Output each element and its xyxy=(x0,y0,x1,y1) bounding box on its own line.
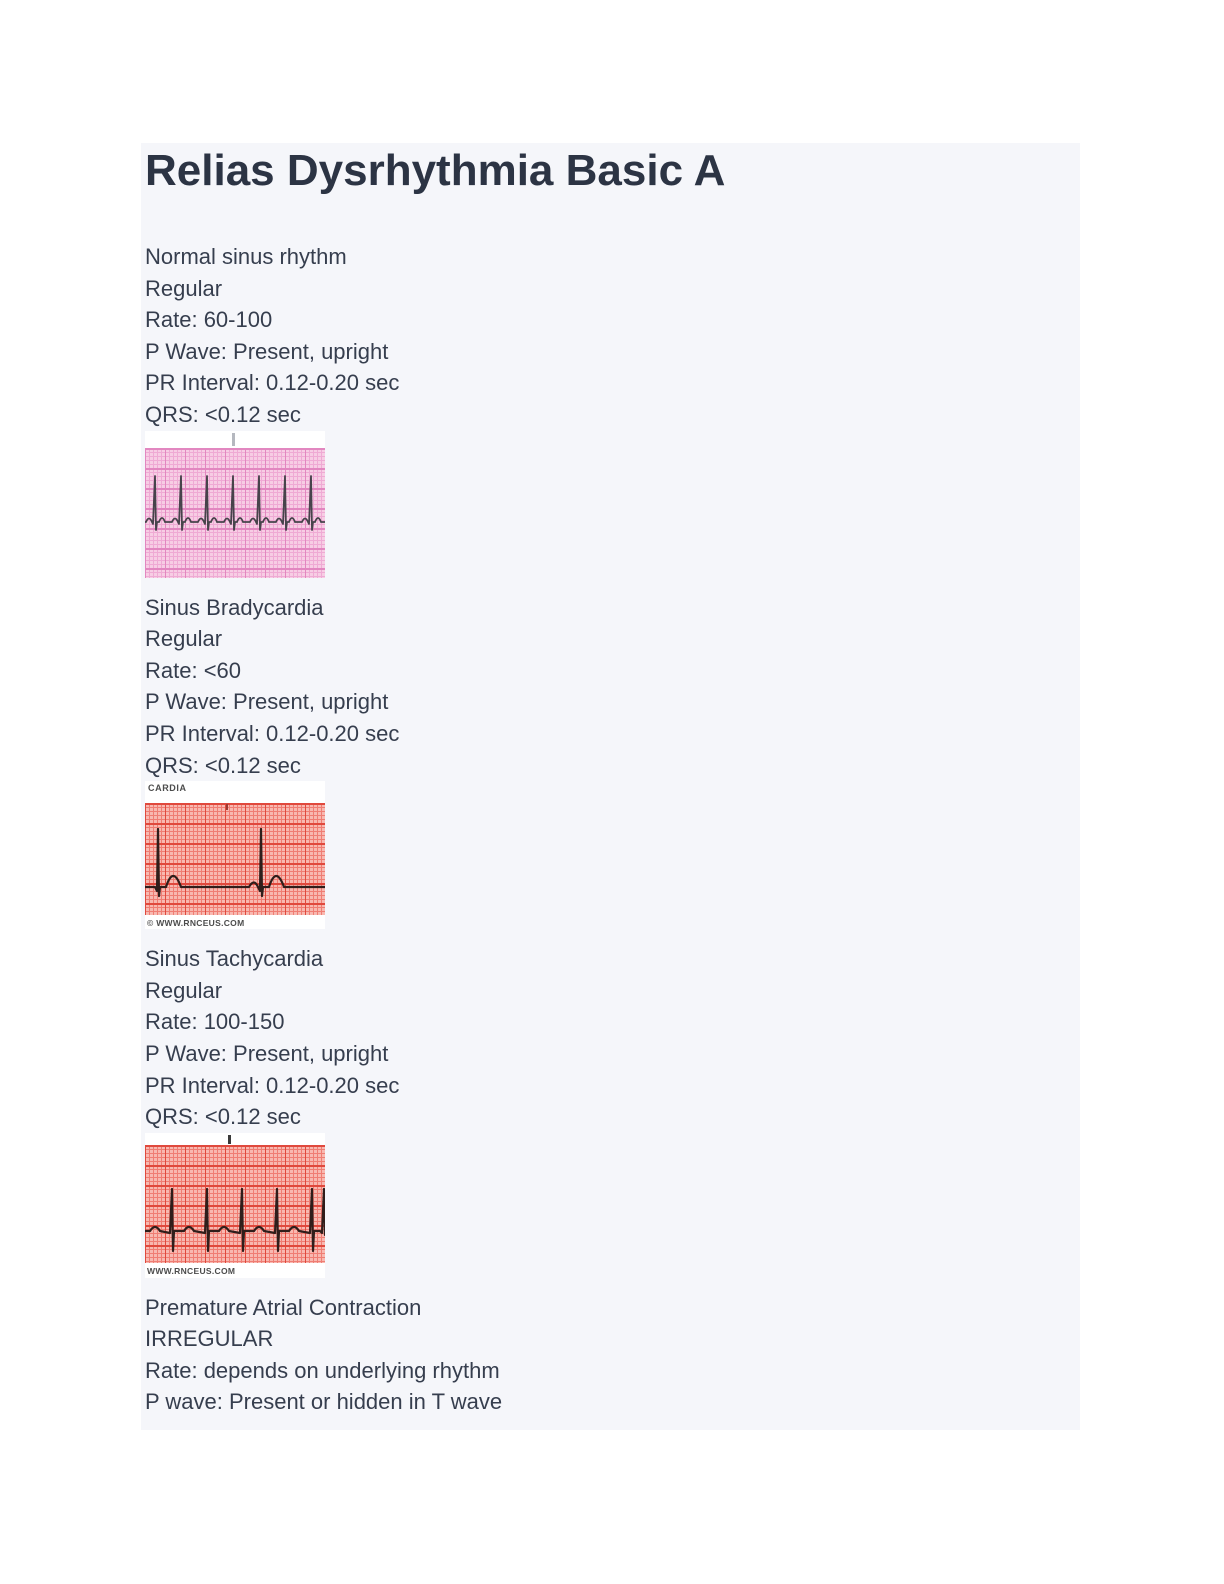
section-premature-atrial-contraction xyxy=(145,1292,1060,1418)
rhythm-p-wave: P Wave: Present, upright xyxy=(145,689,389,715)
rhythm-regularity: IRREGULAR xyxy=(145,1326,274,1352)
ecg-grid xyxy=(145,1145,325,1263)
rhythm-pr-interval: PR Interval: 0.12-0.20 sec xyxy=(145,1072,400,1098)
rhythm-pr-interval: PR Interval: 0.12-0.20 sec xyxy=(145,370,400,396)
rhythm-p-wave: P Wave: Present, upright xyxy=(145,338,389,364)
ecg-trace xyxy=(145,829,325,896)
ecg-trace xyxy=(145,1189,325,1251)
rhythm-name: Sinus Tachycardia xyxy=(145,946,324,972)
ecg-top-label: CARDIA xyxy=(148,783,187,794)
ecg-trace xyxy=(145,476,325,530)
ecg-top-bar xyxy=(145,431,325,448)
ecg-strip-normal-sinus xyxy=(145,431,325,578)
calibration-tick-icon xyxy=(232,433,235,446)
rhythm-name: Normal sinus rhythm xyxy=(145,244,347,269)
rhythm-rate: Rate: 100-150 xyxy=(145,1009,285,1035)
rhythm-qrs: QRS: <0.12 sec xyxy=(145,401,301,427)
page-title: Relias Dysrhythmia Basic A xyxy=(145,146,726,195)
rhythm-regularity: Regular xyxy=(145,626,223,652)
rhythm-regularity: Regular xyxy=(145,977,223,1003)
ecg-top-bar xyxy=(145,1133,325,1145)
rhythm-rate: Rate: 60-100 xyxy=(145,307,273,333)
rhythm-rate: Rate: <60 xyxy=(145,657,242,683)
rhythm-name: Premature Atrial Contraction xyxy=(145,1294,422,1320)
rhythm-qrs: QRS: <0.12 sec xyxy=(145,752,301,778)
rhythm-pr-interval: PR Interval: 0.12-0.20 sec xyxy=(145,720,400,746)
rhythm-regularity: Regular xyxy=(145,275,223,301)
calibration-tick-icon xyxy=(228,1135,231,1144)
ecg-strip-bradycardia xyxy=(145,781,325,929)
rhythm-p-wave: P wave: Present or hidden in T wave xyxy=(145,1389,503,1415)
ecg-top-bar xyxy=(145,781,325,803)
rhythm-name: Sinus Bradycardia xyxy=(145,594,324,620)
section-sinus-bradycardia xyxy=(145,592,1060,930)
ecg-bottom-bar xyxy=(145,915,325,929)
ecg-strip-tachycardia xyxy=(145,1133,325,1278)
ecg-bottom-bar xyxy=(145,1263,325,1278)
document-content-panel xyxy=(141,143,1080,1430)
section-normal-sinus-rhythm xyxy=(145,241,1060,578)
rhythm-rate: Rate: depends on underlying rhythm xyxy=(145,1357,500,1383)
rhythm-p-wave: P Wave: Present, upright xyxy=(145,1040,389,1066)
ecg-source-label: WWW.RNCEUS.COM xyxy=(147,1265,236,1276)
ecg-grid xyxy=(145,448,325,578)
section-sinus-tachycardia xyxy=(145,943,1060,1278)
ecg-grid xyxy=(145,803,325,915)
ecg-source-label: © WWW.RNCEUS.COM xyxy=(147,918,245,929)
rhythm-qrs: QRS: <0.12 sec xyxy=(145,1104,301,1130)
